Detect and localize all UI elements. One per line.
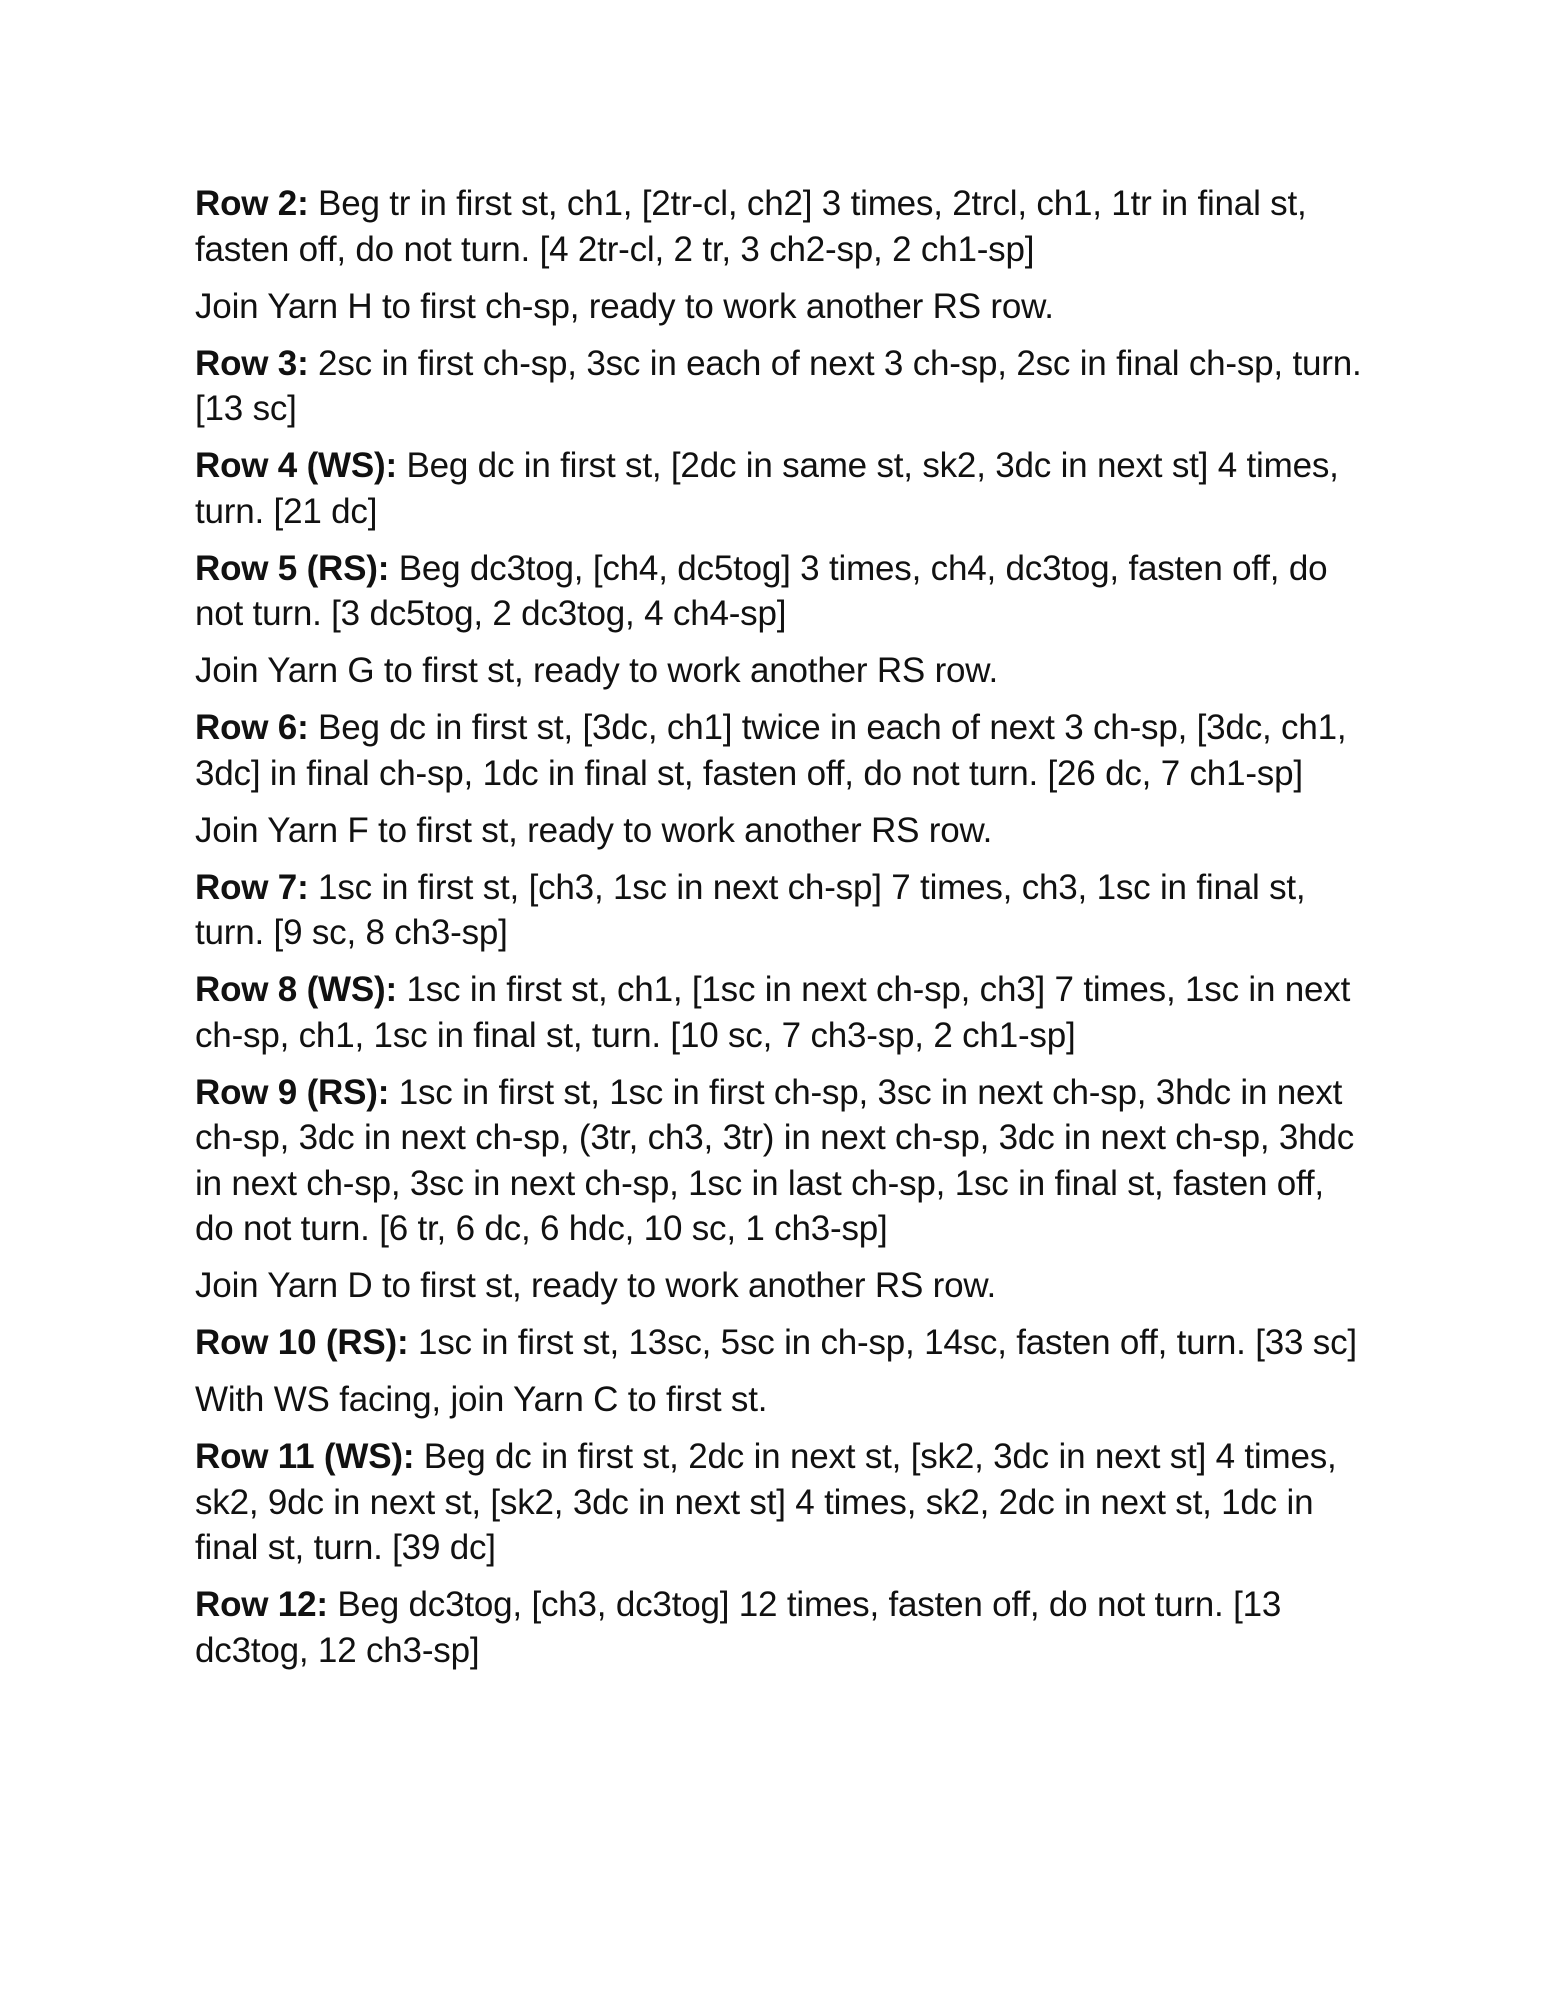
join-yarn-d-note <box>195 1263 1365 1309</box>
join-yarn-f-note <box>195 808 1365 854</box>
row-text: Beg dc3tog, [ch3, dc3tog] 12 times, fasten off, do not turn. [13 dc3tog, 12 ch3-sp] <box>195 1585 1282 1670</box>
row-text: Beg dc in first st, [2dc in same st, sk2, 3dc in next st] 4 times, turn. [21 dc] <box>195 446 1339 531</box>
row-9-instruction <box>195 1070 1365 1252</box>
row-11-instruction <box>195 1434 1365 1571</box>
row-label: Row 2: <box>195 184 309 223</box>
row-label: Row 11 (WS): <box>195 1437 415 1476</box>
note-text: Join Yarn D to first st, ready to work another RS row. <box>195 1266 997 1305</box>
row-text: 1sc in first st, [ch3, 1sc in next ch-sp] 7 times, ch3, 1sc in final st, turn. [9 sc, 8 ch3-sp] <box>195 867 1306 952</box>
row-text: 1sc in first st, 1sc in first ch-sp, 3sc in next ch-sp, 3hdc in next ch-sp, 3dc in next ch-sp, (3tr, ch3, 3tr) in next ch-sp, 3dc in next ch-sp, 3hdc in next ch-sp, 3sc in next ch-sp, 1sc in last ch-sp, 1sc in final st, fasten off, do not turn. [6 tr, 6 dc, 6 hdc, 10 sc, 1 ch3-sp] <box>195 1072 1354 1248</box>
row-3-instruction <box>195 341 1365 432</box>
row-label: Row 3: <box>195 343 309 383</box>
row-text: Beg dc in first st, [3dc, ch1] twice in each of next 3 ch-sp, [3dc, ch1, 3dc] in final ch-sp, 1dc in final st, fasten off, do not turn. [26 dc, 7 ch1-sp] <box>195 708 1347 793</box>
row-10-instruction <box>195 1320 1365 1366</box>
row-4-instruction <box>195 443 1365 534</box>
row-label: Row 8 (WS): <box>195 970 397 1009</box>
row-label: Row 5 (RS): <box>195 548 390 588</box>
row-text: 1sc in first st, ch1, [1sc in next ch-sp, ch3] 7 times, 1sc in next ch-sp, ch1, 1sc in final st, turn. [10 sc, 7 ch3-sp, 2 ch1-sp] <box>195 970 1351 1055</box>
row-label: Row 6: <box>195 708 309 747</box>
row-12-instruction <box>195 1582 1365 1673</box>
row-text: 2sc in first ch-sp, 3sc in each of next 3 ch-sp, 2sc in final ch-sp, turn. [13 sc] <box>195 343 1362 428</box>
join-yarn-g-note <box>195 648 1365 694</box>
row-8-instruction <box>195 967 1365 1058</box>
row-7-instruction <box>195 865 1365 956</box>
note-text: Join Yarn G to first st, ready to work another RS row. <box>195 651 998 690</box>
join-yarn-c-note <box>195 1377 1365 1423</box>
row-label: Row 10 (RS): <box>195 1323 409 1362</box>
row-label: Row 9 (RS): <box>195 1072 390 1112</box>
row-label: Row 4 (WS): <box>195 446 397 485</box>
row-label: Row 7: <box>195 867 309 907</box>
row-text: Beg dc3tog, [ch4, dc5tog] 3 times, ch4, dc3tog, fasten off, do not turn. [3 dc5tog, 2 dc3tog, 4 ch4-sp] <box>195 548 1328 633</box>
pattern-instructions <box>195 181 1365 1685</box>
join-yarn-h-note <box>195 284 1365 330</box>
note-text: Join Yarn H to first ch-sp, ready to work another RS row. <box>195 286 1054 326</box>
note-text: With WS facing, join Yarn C to first st. <box>195 1380 768 1419</box>
row-text: Beg tr in first st, ch1, [2tr-cl, ch2] 3 times, 2trcl, ch1, 1tr in final st, fasten off, do not turn. [4 2tr-cl, 2 tr, 3 ch2-sp, 2 ch1-sp] <box>195 184 1307 269</box>
note-text: Join Yarn F to first st, ready to work another RS row. <box>195 810 993 850</box>
row-6-instruction <box>195 705 1365 796</box>
row-text: Beg dc in first st, 2dc in next st, [sk2, 3dc in next st] 4 times, sk2, 9dc in next st, [sk2, 3dc in next st] 4 times, sk2, 2dc in next st, 1dc in final st, turn. [39 dc] <box>195 1437 1337 1567</box>
row-2-instruction <box>195 181 1365 272</box>
row-5-instruction <box>195 546 1365 637</box>
row-text: 1sc in first st, 13sc, 5sc in ch-sp, 14sc, fasten off, turn. [33 sc] <box>408 1323 1357 1362</box>
row-label: Row 12: <box>195 1585 328 1624</box>
